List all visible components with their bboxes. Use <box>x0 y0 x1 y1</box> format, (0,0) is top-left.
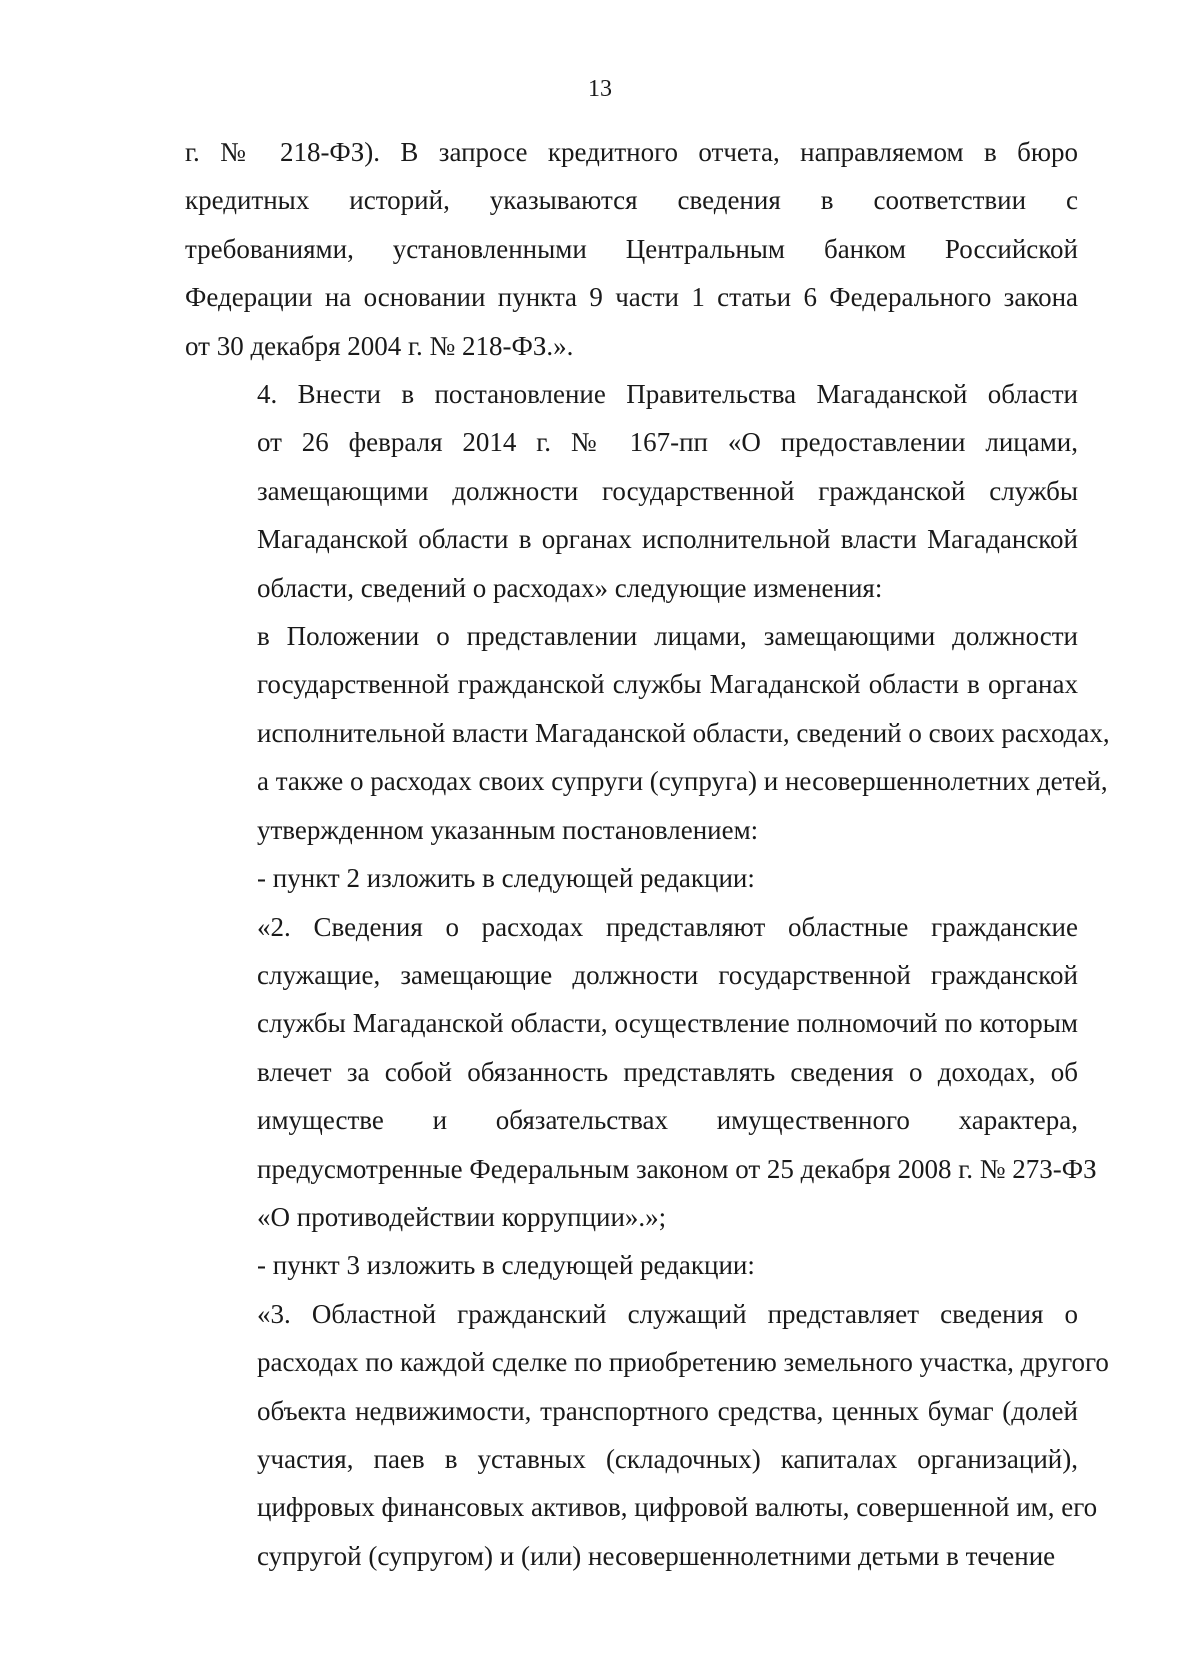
text-line: служащие, замещающие должности государственной гражданской <box>257 959 1078 990</box>
paragraph-p7 <box>185 1290 1109 1580</box>
text-line: влечет за собой обязанность представлять сведения о доходах, об <box>257 1056 1078 1087</box>
text-line: от 26 февраля 2014 г. № 167-пп «О предоставлении лицами, <box>257 427 1078 458</box>
text-line: супругой (супругом) и (или) несовершеннолетними детьми в течение <box>257 1540 1056 1571</box>
text-line: г. № 218-ФЗ). В запросе кредитного отчета, направляемом в бюро <box>185 137 1078 167</box>
text-line: области, сведений о расходах» следующие изменения: <box>257 572 883 603</box>
text-line: «О противодействии коррупции».»; <box>257 1201 667 1232</box>
text-line: 4. Внести в постановление Правительства Магаданской области <box>257 379 1078 410</box>
text-line: в Положении о представлении лицами, замещающими должности <box>257 621 1078 652</box>
text-line: - пункт 3 изложить в следующей редакции: <box>257 1250 755 1281</box>
text-line: службы Магаданской области, осуществление полномочий по которым <box>257 1008 1078 1039</box>
text-line: Магаданской области в органах исполнительной власти Магаданской <box>257 524 1078 555</box>
text-line: «2. Сведения о расходах представляют областные гражданские <box>257 911 1078 942</box>
paragraph-p6 <box>185 1241 1078 1289</box>
text-line: - пункт 2 изложить в следующей редакции: <box>257 863 755 894</box>
text-line: исполнительной власти Магаданской области, сведений о своих расходах, <box>257 717 1110 748</box>
text-line: объекта недвижимости, транспортного средства, ценных бумаг (долей <box>257 1395 1078 1426</box>
text-line: требованиями, установленными Центральным банком Российской <box>185 233 1078 264</box>
text-line: цифровых финансовых активов, цифровой валюты, совершенной им, его <box>257 1492 1098 1523</box>
paragraph-p5 <box>185 903 1097 1242</box>
paragraph-p2 <box>185 370 1078 612</box>
text-line: Федерации на основании пункта 9 части 1 статьи 6 Федерального закона <box>185 282 1078 313</box>
page-number: 13 <box>588 76 612 102</box>
paragraph-p3 <box>185 612 1110 854</box>
text-line: предусмотренные Федеральным законом от 25 декабря 2008 г. № 273-ФЗ <box>257 1153 1097 1184</box>
text-line: государственной гражданской службы Магаданской области в органах <box>257 669 1078 700</box>
paragraph-p4 <box>185 854 1078 902</box>
document-body <box>185 128 1110 1580</box>
text-line: участия, паев в уставных (складочных) капиталах организаций), <box>257 1443 1078 1474</box>
paragraph-p1 <box>185 128 1078 370</box>
text-line: утвержденном указанным постановлением: <box>257 814 759 845</box>
text-line: от 30 декабря 2004 г. № 218-ФЗ.». <box>185 330 574 361</box>
text-line: «3. Областной гражданский служащий представляет сведения о <box>257 1298 1078 1329</box>
text-line: замещающими должности государственной гражданской службы <box>257 475 1078 506</box>
text-line: а также о расходах своих супруги (супруга) и несовершеннолетних детей, <box>257 766 1108 797</box>
text-line: имуществе и обязательствах имущественного характера, <box>257 1105 1078 1136</box>
text-line: расходах по каждой сделке по приобретению земельного участка, другого <box>257 1347 1109 1378</box>
text-line: кредитных историй, указываются сведения в соответствии с <box>185 185 1078 216</box>
